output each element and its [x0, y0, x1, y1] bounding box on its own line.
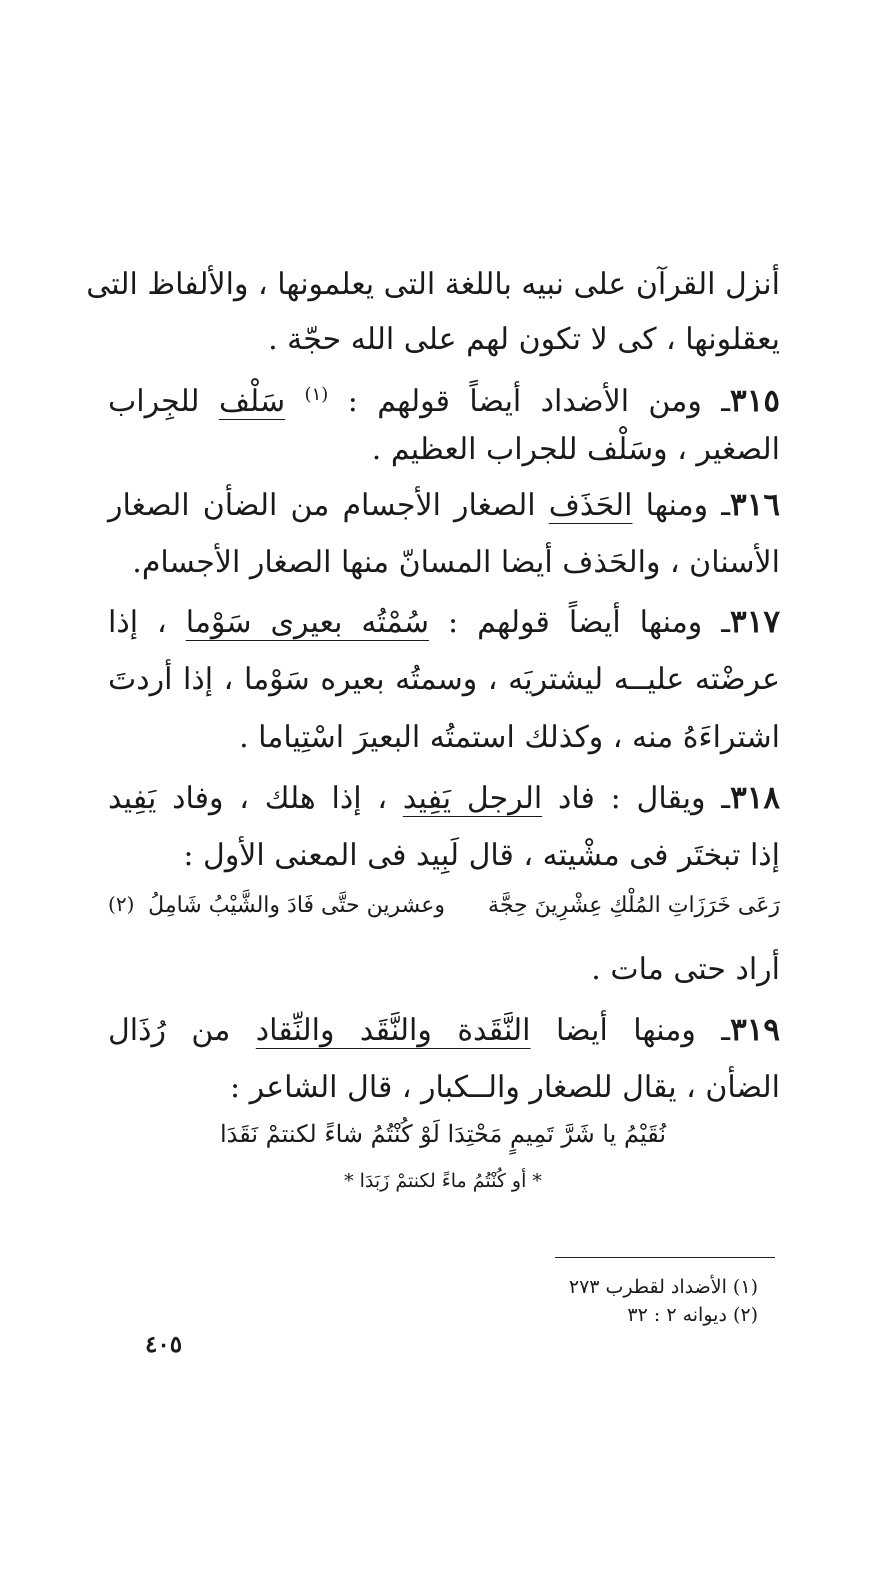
entry-text: للجِراب [108, 384, 200, 419]
text-line: أراد حتى مات . [591, 952, 780, 987]
entry-text: من رُذَال [108, 1013, 231, 1048]
entry-text: ـ ومنها أيضاً قولهم : [448, 605, 731, 640]
headword: سَلْف [219, 384, 286, 419]
entry-text: الصغار الأجسام من الضأن الصغار [108, 488, 536, 523]
entry-number: ٣١٩ [730, 1012, 781, 1048]
entry-text: ـ ومنها أيضا [555, 1013, 731, 1048]
text-line: الضأن ، يقال للصغار والــكبار ، قال الشاعر : [230, 1070, 780, 1105]
footnote-ref: (٢) [108, 892, 135, 916]
footnote-divider [555, 1257, 775, 1258]
entry-text: ، إذا [108, 605, 167, 640]
page-number: ٤٠٥ [145, 1331, 183, 1358]
footnote: (١) الأضداد لقطرب ٢٧٣ [568, 1276, 758, 1298]
entry-315 [108, 375, 780, 422]
headword: سُمْتُه بعيرى سَوْما [185, 605, 430, 640]
text-line: الصغير ، وسَلْف للجراب العظيم . [371, 432, 780, 467]
entry-317 [108, 602, 780, 643]
entry-number: ٣١٧ [730, 604, 780, 640]
entry-text: ـ ومن الأضداد أيضاً قولهم : [347, 384, 731, 419]
footnote: (٢) ديوانه ٢ : ٣٢ [627, 1304, 758, 1326]
entry-number: ٣١٦ [730, 487, 780, 523]
entry-number: ٣١٨ [730, 780, 781, 816]
text-line: الأسنان ، والحَذف أيضا المسانّ منها الصغار الأجسام. [132, 545, 780, 580]
text-line: اشتراءَهُ منه ، وكذلك استمتُه البعيرَ اسْتِياما . [239, 720, 780, 755]
verse-hemistich: رَعَى خَرَزَاتِ المُلْكِ عِشْرِينَ حِجَّة [488, 893, 780, 918]
verse-hemistich: وعشرين حتَّى فَادَ والشَّيْبُ شَامِلُ [148, 893, 445, 918]
entry-318 [108, 778, 780, 819]
text-line: أنزل القرآن على نبيه باللغة التى يعلمونها ، والألفاظ التى [86, 267, 780, 302]
headword: الحَذَف [548, 488, 633, 523]
headword: النَّقَدة والنَّقَد والنِّقاد [255, 1013, 531, 1048]
poem-line: نُقَيْمُ يا شَرَّ تَمِيمٍ مَحْتِدَا لَوْ كُنْتُمُ شاءً لكنتمْ نَقَدَا [219, 1120, 667, 1148]
text-line: عرضْته عليــه ليشتريَه ، وسمتُه بعيره سَوْما ، إذا أردتَ [108, 662, 780, 697]
entry-number: ٣١٥ [730, 383, 780, 419]
entry-text: ـ ومنها [645, 488, 731, 523]
entry-text: ، إذا هلك ، وفاد يَفِيد [108, 781, 388, 816]
text-line: يعقلونها ، كى لا تكون لهم على الله حجّة . [268, 322, 780, 357]
entry-319 [108, 1010, 780, 1051]
entry-316 [108, 485, 780, 526]
entry-text: ـ ويقال : فاد [558, 781, 731, 816]
poem-line: * أو كُنْتُمُ ماءً لكنتمْ زَبَدَا * [344, 1170, 542, 1192]
text-line: إذا تبختَر فى مشْيته ، قال لَبِيد فى المعنى الأول : [183, 838, 780, 873]
footnote-ref: (١) [304, 384, 329, 405]
headword: الرجل يَفِيد [402, 781, 543, 816]
